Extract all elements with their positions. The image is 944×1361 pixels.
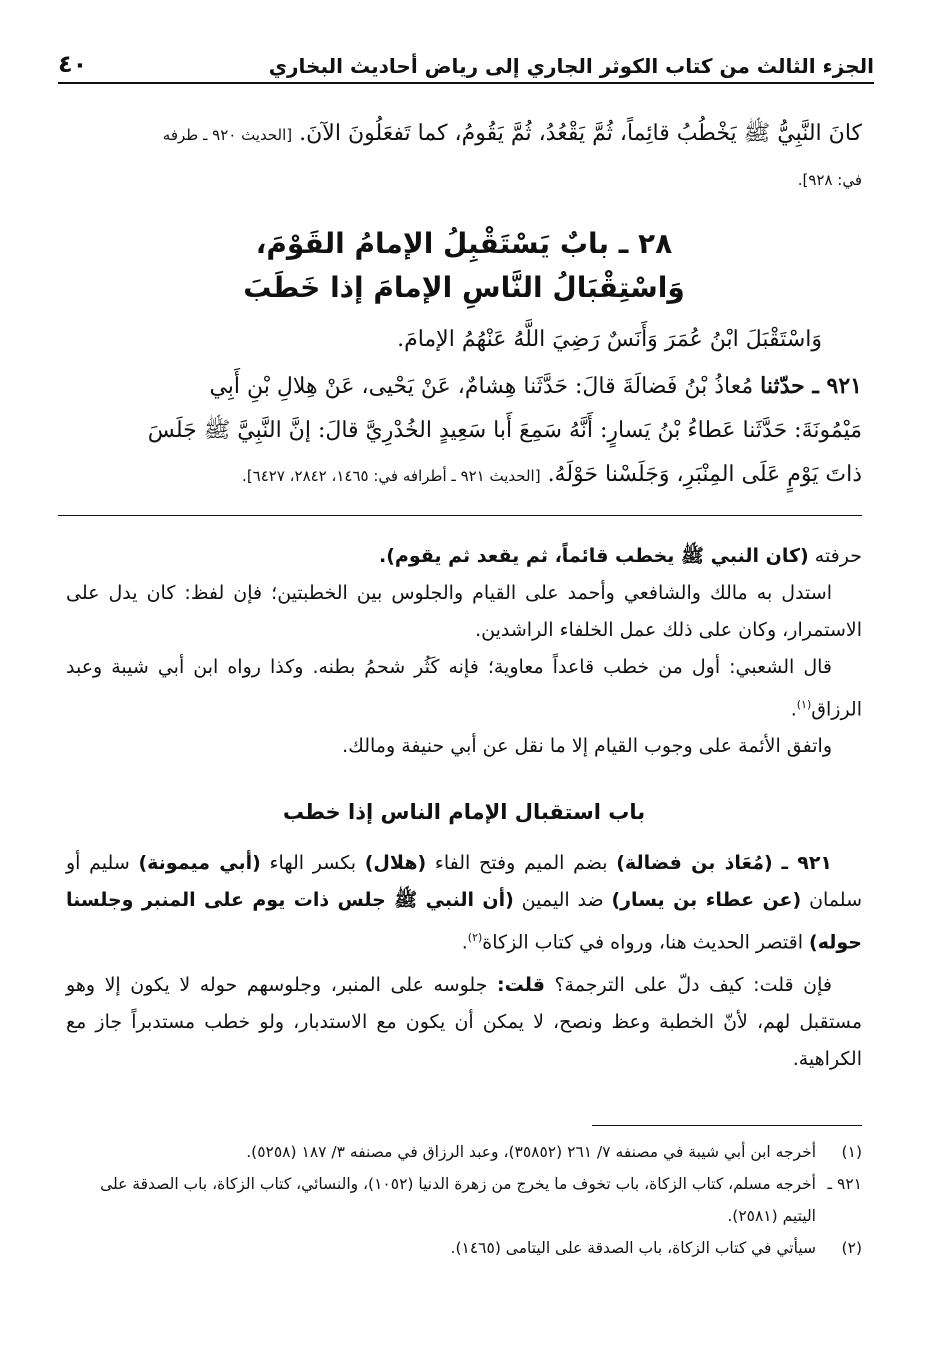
- footnote-ref-2: (٢): [467, 931, 483, 944]
- commentary-p5-text-2: بكسر الهاء: [269, 852, 356, 874]
- hadith-921-line-3: [66, 453, 862, 498]
- commentary-p3: [66, 649, 862, 728]
- footnote-marker: (٢): [841, 1239, 862, 1257]
- commentary-p4: واتفق الأئمة على وجوب القيام إلا ما نقل عن أبي حنيفة ومالك.: [342, 735, 832, 758]
- commentary-p1: [66, 538, 862, 575]
- commentary-lead: حرفته: [814, 545, 862, 567]
- hadith-921-chain-1: مُعاذُ بْنُ فَضالَةَ قالَ: حَدَّثَنا هِشامٌ، عَنْ يَحْيى، عَنْ هِلالِ بْنِ أَبِي: [209, 374, 754, 399]
- commentary-p5-text-3: سليم أو سلمان: [66, 852, 862, 911]
- commentary-p5-end: .: [461, 931, 468, 954]
- commentary-p6-answer: جلوسه على المنبر، وجلوسهم حوله لا يكون إلا وهو مستقبل لهم، لأنّ الخطبة وعظ ونصح، لا يمكن أن يكون مع الاستدبار، ولو خطب مستدبراً جاز مع الكراهية.: [66, 974, 862, 1071]
- commentary-p2: استدل به مالك والشافعي وأحمد على القيام والجلوس بين الخطبتين؛ فإن لفظ: كان يدل على الاستمرار، وكان على ذلك عمل الخلفاء الراشدين.: [66, 582, 862, 641]
- commentary-p5-bold-4: (عن عطاء بن يسار): [611, 889, 802, 911]
- commentary-p5: [66, 845, 862, 961]
- hadith-920-line: [66, 112, 862, 157]
- commentary-p5-bold-3: (أبي ميمونة): [138, 852, 261, 874]
- commentary-p5-text-1: بضم الميم وفتح الفاء: [434, 852, 608, 874]
- commentary-p5-text-5: اقتصر الحديث هنا، ورواه في كتاب الزكاة: [482, 931, 803, 954]
- running-title: الجزء الثالث من كتاب الكوثر الجاري إلى رياض أحاديث البخاري: [268, 54, 874, 78]
- hadith-920-reference-continued: [66, 157, 862, 202]
- hadith-921-text-end: ذاتَ يَوْمٍ عَلَى المِنْبَرِ، وَجَلَسْنا حَوْلَهُ.: [547, 462, 862, 487]
- footnotes: [66, 1136, 862, 1264]
- hadith-921-reference: [الحديث ٩٢١ ـ أطرافه في: ١٤٦٥، ٢٨٤٢، ٦٤٢٧].: [242, 467, 541, 485]
- commentary-quote: (كان النبي ﷺ يخطب قائماً، ثم يقعد ثم يقوم).: [379, 545, 809, 567]
- commentary-p5-text-4: ضد اليمين: [521, 889, 604, 911]
- commentary-p6-question: فإن قلت: كيف دلّ على الترجمة؟: [554, 974, 832, 997]
- footnote-item: [66, 1168, 862, 1232]
- commentary-p5-number: ٩٢١ ـ: [781, 852, 833, 874]
- hadith-920-reference-tail: في: ٩٢٨].: [797, 171, 862, 189]
- footnote-separator: [592, 1125, 862, 1126]
- commentary-p6: [66, 967, 862, 1078]
- footnote-text: أخرجه ابن أبي شيبة في مصنفه ٧/ ٢٦١ (٣٥٨٥٢)، وعبد الرزاق في مصنفه ٣/ ١٨٧ (٥٢٥٨).: [246, 1143, 816, 1161]
- hadith-921: [66, 364, 862, 498]
- hadith-920-ending: [66, 112, 862, 202]
- footnote-marker: (١): [841, 1143, 862, 1161]
- commentary-p5-bold-1: (مُعَاذ بن فضالة): [616, 852, 773, 874]
- footnote-text: أخرجه مسلم، كتاب الزكاة، باب تخوف ما يخرج من زهرة الدنيا (١٠٥٢)، والنسائي، كتاب الزكاة، باب الصدقة على اليتيم (٢٥٨١).: [100, 1175, 816, 1225]
- commentary-p3-text: قال الشعبي: أول من خطب قاعداً معاوية؛ فإنه كَثُر شحمُ بطنه. وكذا رواه ابن أبي شيبة وعبد الرزاق: [66, 656, 862, 721]
- footnote-text: سيأتي في كتاب الزكاة، باب الصدقة على اليتامى (١٤٦٥).: [450, 1239, 816, 1257]
- athar-text: وَاسْتَقْبَلَ ابْنُ عُمَرَ وَأَنَسٌ رَضِيَ اللَّهُ عَنْهُمُ الإمامَ.: [397, 327, 822, 352]
- page-number: ٤٠: [58, 50, 88, 78]
- footnote-item: [66, 1136, 862, 1168]
- hadith-920-text: كانَ النَّبِيُّ ﷺ يَخْطُبُ قائِماً، ثُمَّ يَقْعُدُ، ثُمَّ يَقُومُ، كما تَفعَلُونَ الآنَ.: [299, 121, 862, 146]
- chapter-title-line-2: وَاسْتِقْبَالُ النَّاسِ الإمامَ إذا خَطَبَ: [243, 271, 685, 304]
- footnote-item: [66, 1232, 862, 1264]
- chapter-title: [66, 222, 862, 310]
- page-header: [58, 44, 874, 84]
- footnote-ref-1: (١): [796, 698, 812, 711]
- commentary-p5-bold-5: (أن النبي ﷺ جلس ذات يوم على المنبر وجلسنا حوله): [66, 889, 862, 954]
- section-divider: [58, 515, 862, 516]
- commentary-p6-answer-lead: قلت:: [496, 974, 545, 997]
- commentary-subheading: باب استقبال الإمام الناس إذا خطب: [282, 800, 646, 824]
- chapter-title-line-1: ٢٨ ـ بابٌ يَسْتَقْبِلُ الإمامُ القَوْمَ،: [255, 227, 673, 260]
- commentary-p3-end: .: [790, 698, 797, 721]
- footnote-marker: ٩٢١ ـ: [827, 1175, 862, 1193]
- hadith-920-reference: [الحديث ٩٢٠ ـ طرفه: [162, 126, 293, 144]
- commentary-section-2: [66, 845, 862, 1078]
- commentary-p5-bold-2: (هلال): [364, 852, 427, 874]
- hadith-921-line-1: [66, 364, 862, 409]
- commentary-section: [66, 538, 862, 765]
- hadith-921-line-2: مَيْمُونَةَ: حَدَّثَنا عَطاءُ بْنُ يَسارٍ: أَنَّهُ سَمِعَ أَبا سَعِيدٍ الخُدْرِيَّ قالَ: إنَّ النَّبِيَّ ﷺ جَلَسَ: [147, 418, 862, 443]
- hadith-921-number: ٩٢١ ـ حدّثنا: [760, 373, 862, 399]
- chapter-athar: [66, 318, 862, 362]
